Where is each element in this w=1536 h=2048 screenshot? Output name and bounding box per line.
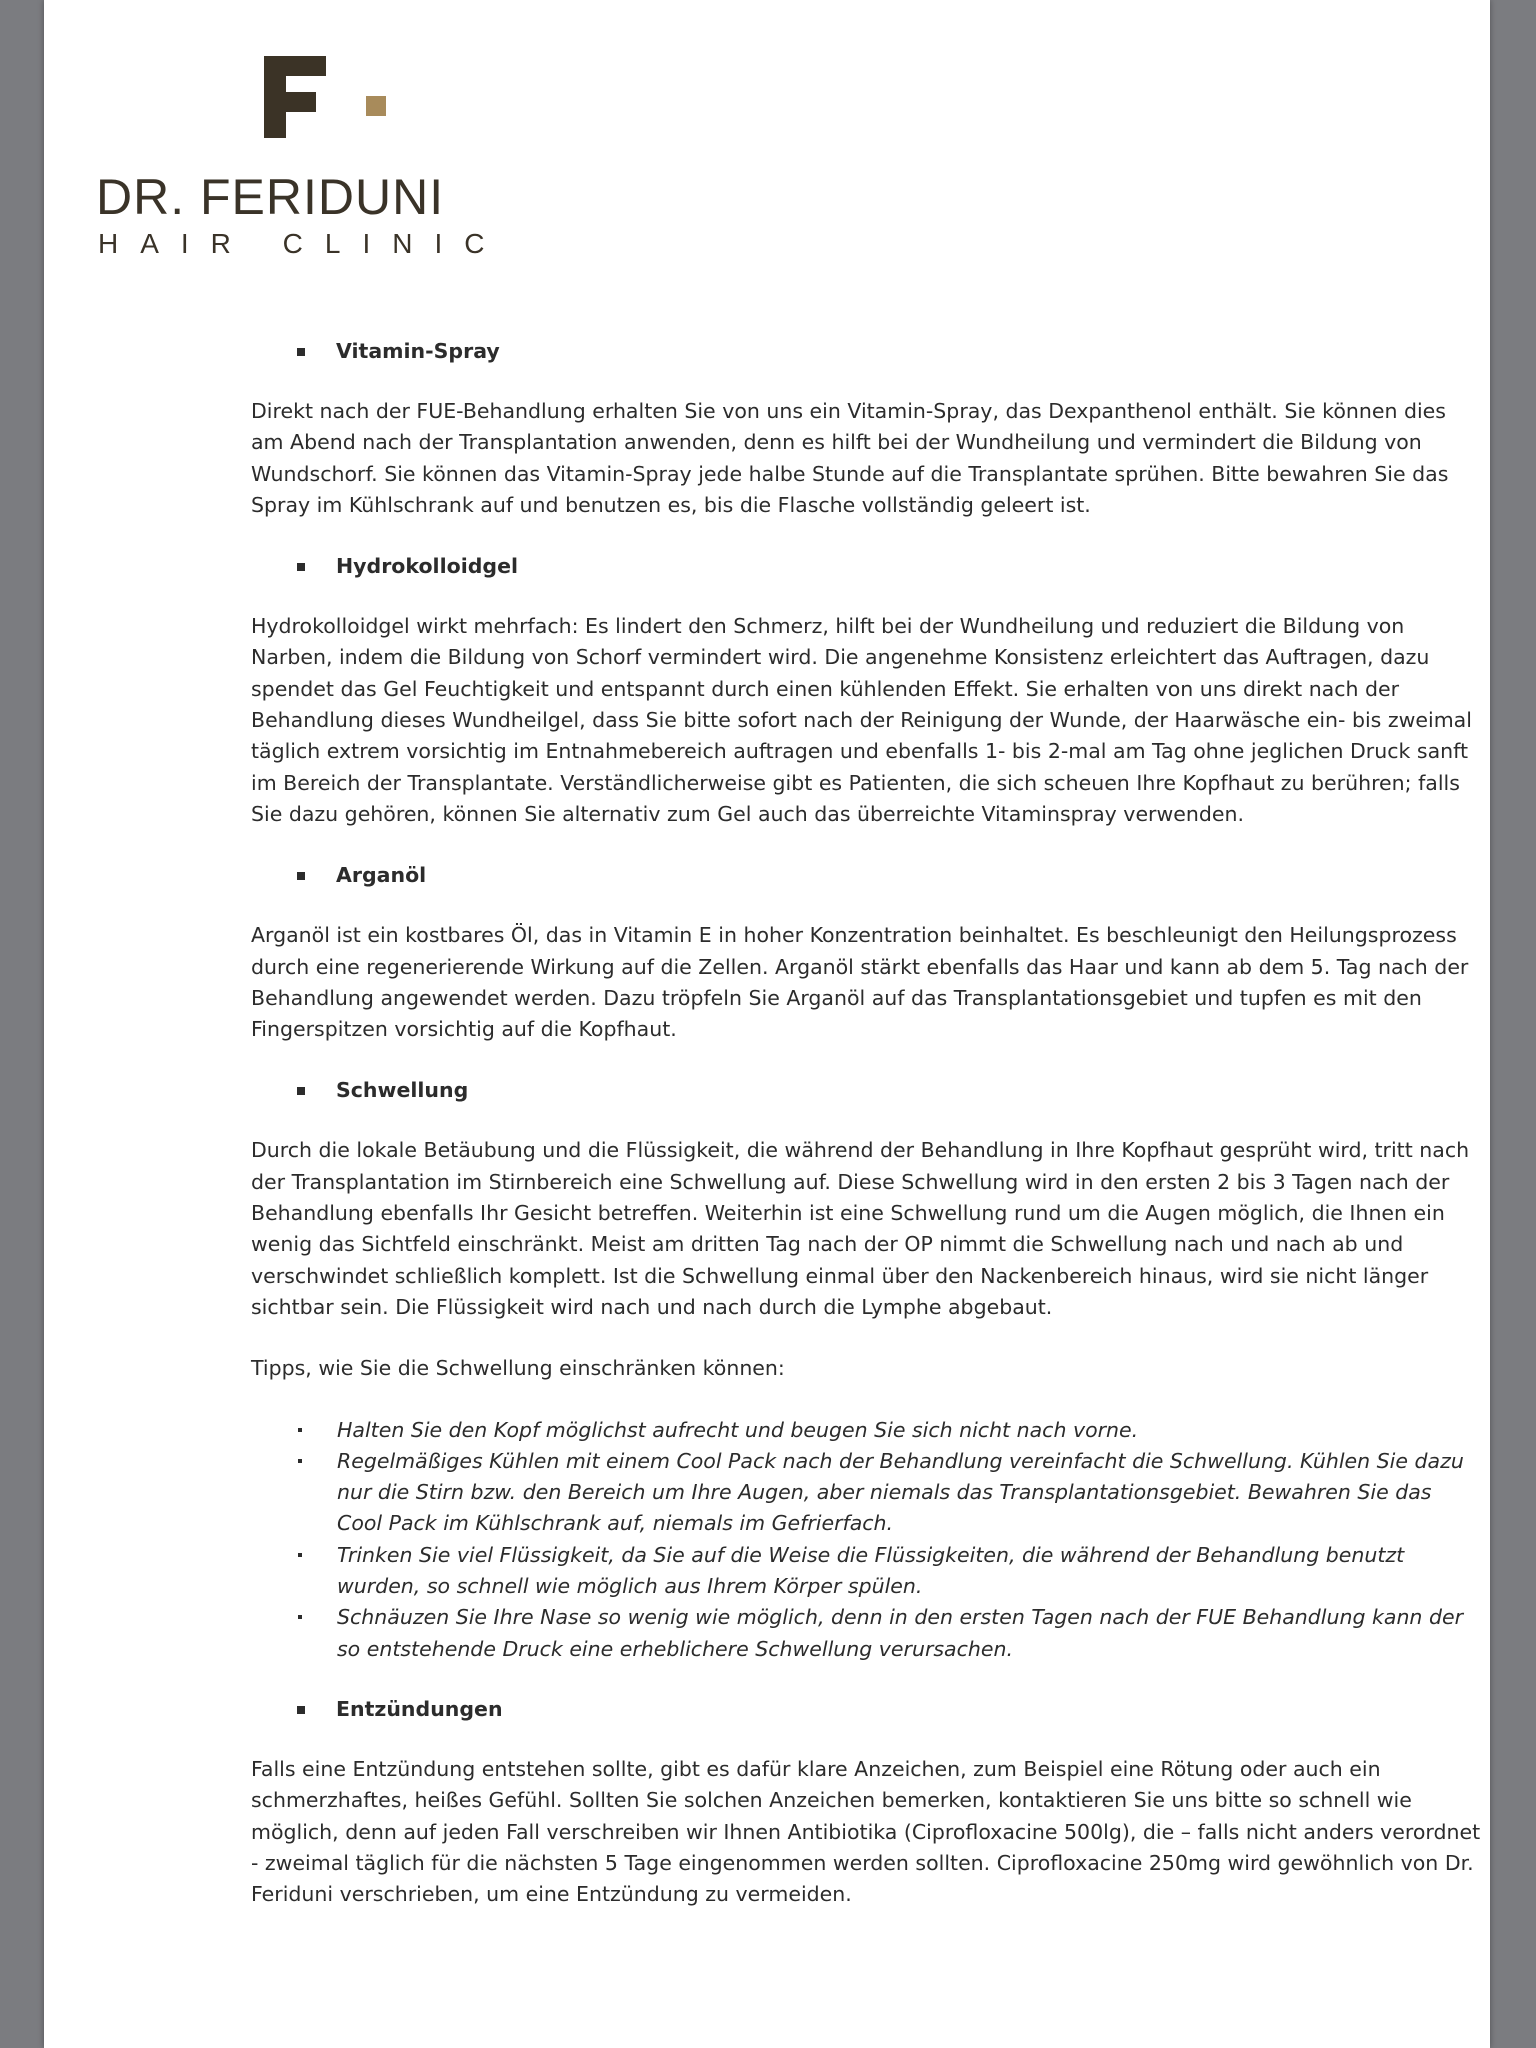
- paragraph-schwellung: Durch die lokale Betäubung und die Flüssigkeit, die während der Behandlung in Ihre Kopfhaut gesprüht wird, tritt nach der Transplantation im Stirnbereich eine Schwellung auf. Diese Schwellung wird in den ersten 2 bis 3 Tagen nach der Behandlung ebenfalls Ihr Gesicht betreffen. Weiterhin ist eine Schwellung rund um die Augen möglich, die Ihnen ein wenig das Sichtfeld einschränkt. Meist am dritten Tag nach der OP nimmt die Schwellung nach und nach ab und verschwindet schließlich komplett. Ist die Schwellung einmal über den Nackenbereich hinaus, wird sie nicht länger sichtbar sein. Die Flüssigkeit wird nach und nach durch die Lymphe abgebaut.: [251, 1138, 1470, 1319]
- dot-bullet-icon: [298, 1459, 302, 1463]
- paragraph-hydrokolloidgel: Hydrokolloidgel wirkt mehrfach: Es lindert den Schmerz, hilft bei der Wundheilung und reduziert die Bildung von Narben, indem die Bildung von Schorf vermindert wird. Die angenehme Konsistenz erleichtert das Auftragen, dazu spendet das Gel Feuchtigkeit und entspannt durch einen kühlenden Effekt. Sie erhalten von uns direkt nach der Behandlung dieses Wundheilgel, dass Sie bitte sofort nach der Reinigung der Wunde, der Haarwäsche ein- bis zweimal täglich extrem vorsichtig im Entnahmebereich auftragen und ebenfalls 1- bis 2-mal am Tag ohne jeglichen Druck sanft im Bereich der Transplantate. Verständlicherweise gibt es Patienten, die sich scheuen Ihre Kopfhaut zu berühren; falls Sie dazu gehören, können Sie alternativ zum Gel auch das überreichte Vitaminspray verwenden.: [251, 614, 1472, 826]
- section-heading-hydrokolloidgel: [251, 551, 1481, 582]
- document-body: [251, 336, 1481, 1910]
- section-heading-arganoel: [251, 860, 1481, 891]
- logo-clinic-name: DR. FERIDUNI: [96, 169, 445, 225]
- square-bullet-icon: [297, 348, 305, 356]
- square-bullet-icon: [297, 872, 305, 880]
- paragraph-entzuendungen: Falls eine Entzündung entstehen sollte, gibt es dafür klare Anzeichen, zum Beispiel eine Rötung oder auch ein schmerzhaftes, heißes Gefühl. Sollten Sie solchen Anzeichen bemerken, kontaktieren Sie uns bitte so schnell wie möglich, denn auf jeden Fall verschreiben wir Ihnen Antibiotika (Ciprofloxacine 500lg), die – falls nicht anders verordnet - zweimal täglich für die nächsten 5 Tage eingenommen werden sollten. Ciprofloxacine 250mg wird gewöhnlich von Dr. Feriduni verschrieben, um eine Entzündung zu vermeiden.: [251, 1756, 1481, 1907]
- list-item: [251, 1446, 1481, 1540]
- clinic-logo: [96, 52, 507, 262]
- logo-clinic-subtitle: HAIR CLINIC: [98, 228, 507, 259]
- logo-accent-square: [366, 96, 386, 116]
- logo-f-mark-icon: [264, 56, 326, 138]
- section-heading-entzuendungen: [251, 1694, 1481, 1725]
- dot-bullet-icon: [298, 1553, 302, 1557]
- heading-text: Hydrokolloidgel: [336, 554, 518, 579]
- tip-text: Halten Sie den Kopf möglichst aufrecht und beugen Sie sich nicht nach vorne.: [337, 1417, 1139, 1442]
- heading-text: Arganöl: [336, 863, 427, 888]
- dot-bullet-icon: [298, 1428, 302, 1432]
- list-item: [251, 1602, 1481, 1665]
- square-bullet-icon: [297, 1087, 305, 1095]
- tip-text: Schnäuzen Sie Ihre Nase so wenig wie möglich, denn in den ersten Tagen nach der FUE Behandlung kann der so entstehende Druck eine erheblichere Schwellung verursachen.: [337, 1605, 1463, 1661]
- section-heading-schwellung: [251, 1075, 1481, 1106]
- square-bullet-icon: [297, 563, 305, 571]
- paragraph-vitamin-spray: Direkt nach der FUE-Behandlung erhalten Sie von uns ein Vitamin-Spray, das Dexpanthenol enthält. Sie können dies am Abend nach der Transplantation anwenden, denn es hilft bei der Wundheilung und vermindert die Bildung von Wundschorf. Sie können das Vitamin-Spray jede halbe Stunde auf die Transplantate sprühen. Bitte bewahren Sie das Spray im Kühlschrank auf und benutzen es, bis die Flasche vollständig geleert ist.: [251, 399, 1449, 517]
- heading-text: Schwellung: [336, 1078, 469, 1103]
- section-heading-vitamin-spray: [251, 336, 1481, 367]
- paragraph-arganoel: Arganöl ist ein kostbares Öl, das in Vitamin E in hoher Konzentration beinhaltet. Es beschleunigt den Heilungsprozess durch eine regenerierende Wirkung auf die Zellen. Arganöl stärkt ebenfalls das Haar und kann ab dem 5. Tag nach der Behandlung angewendet werden. Dazu tröpfeln Sie Arganöl auf das Transplantationsgebiet und tupfen es mit den Fingerspitzen vorsichtig auf die Kopfhaut.: [251, 923, 1469, 1042]
- square-bullet-icon: [297, 1706, 305, 1714]
- list-item: [251, 1540, 1481, 1603]
- tips-list: [251, 1415, 1481, 1665]
- tip-text: Trinken Sie viel Flüssigkeit, da Sie auf die Weise die Flüssigkeiten, die während der Behandlung benutzt wurden, so schnell wie möglich aus Ihrem Körper spülen.: [337, 1542, 1405, 1599]
- tip-text: Regelmäßiges Kühlen mit einem Cool Pack nach der Behandlung vereinfacht die Schwellung. Kühlen Sie dazu nur die Stirn bzw. den Bereich um Ihre Augen, aber niemals das Transplantationsgebiet. Bewahren Sie das Cool Pack im Kühlschrank auf, niemals im Gefrierfach.: [337, 1448, 1464, 1536]
- heading-text: Entzündungen: [336, 1696, 503, 1721]
- tips-intro: Tipps, wie Sie die Schwellung einschränken können:: [251, 1356, 785, 1381]
- list-item: [251, 1415, 1481, 1446]
- heading-text: Vitamin-Spray: [336, 339, 500, 363]
- document-page: [44, 0, 1490, 2048]
- dot-bullet-icon: [298, 1615, 302, 1619]
